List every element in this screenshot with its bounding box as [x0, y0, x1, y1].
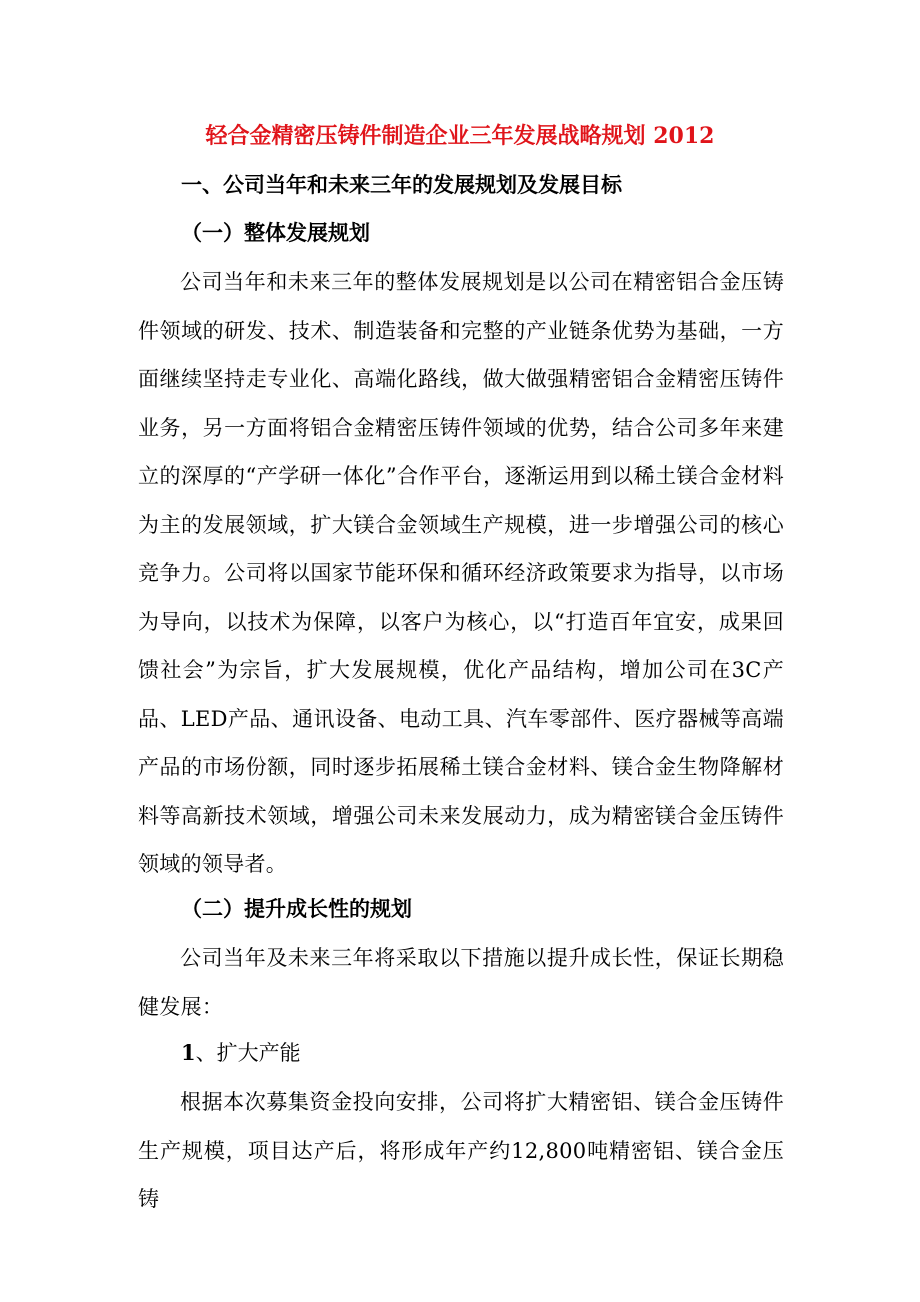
subsection-heading-2: （二）提升成长性的规划	[181, 897, 412, 921]
item-number: 1	[181, 1040, 196, 1065]
paragraph-overall-plan: 公司当年和未来三年的整体发展规划是以公司在精密铝合金压铸件领域的研发、技术、制造装备和完整的产业链条优势为基础，一方面继续坚持走专业化、高端化路线，做大做强精密铝合金精密压铸件业务，另一方面将铝合金精密压铸件领域的优势，结合公司多年来建立的深厚的“产学研一体化”合作平台，逐渐运用到以稀土镁合金材料为主的发展领域，扩大镁合金领域生产规模，进一步增强公司的核心竞争力。公司将以国家节能环保和循环经济政策要求为指导，以市场为导向，以技术为保障，以客户为核心，以“打造百年宜安，成果回馈社会”为宗旨，扩大发展规模，优化产品结构，增加公司在3C产品、LED产品、通讯设备、电动工具、汽车零部件、医疗器械等高端产品的市场份额，同时逐步拓展稀土镁合金材料、镁合金生物降解材料等高新技术领域，增强公司未来发展动力，成为精密镁合金压铸件领域的领导者。	[138, 270, 784, 876]
document-title: 轻合金精密压铸件制造企业三年发展战略规划 2012	[205, 123, 715, 149]
paragraph-capacity: 根据本次募集资金投向安排，公司将扩大精密铝、镁合金压铸件生产规模，项目达产后，将形成年产约12,800吨精密铝、镁合金压铸	[138, 1090, 784, 1211]
section-heading-1: 一、公司当年和未来三年的发展规划及发展目标	[181, 173, 622, 197]
paragraph-growth-measures: 公司当年及未来三年将采取以下措施以提升成长性，保证长期稳健发展：	[138, 946, 784, 1019]
item-heading-1	[181, 1037, 301, 1069]
item-heading-text: 、扩大产能	[195, 1041, 301, 1065]
subsection-heading-1: （一）整体发展规划	[181, 221, 370, 245]
